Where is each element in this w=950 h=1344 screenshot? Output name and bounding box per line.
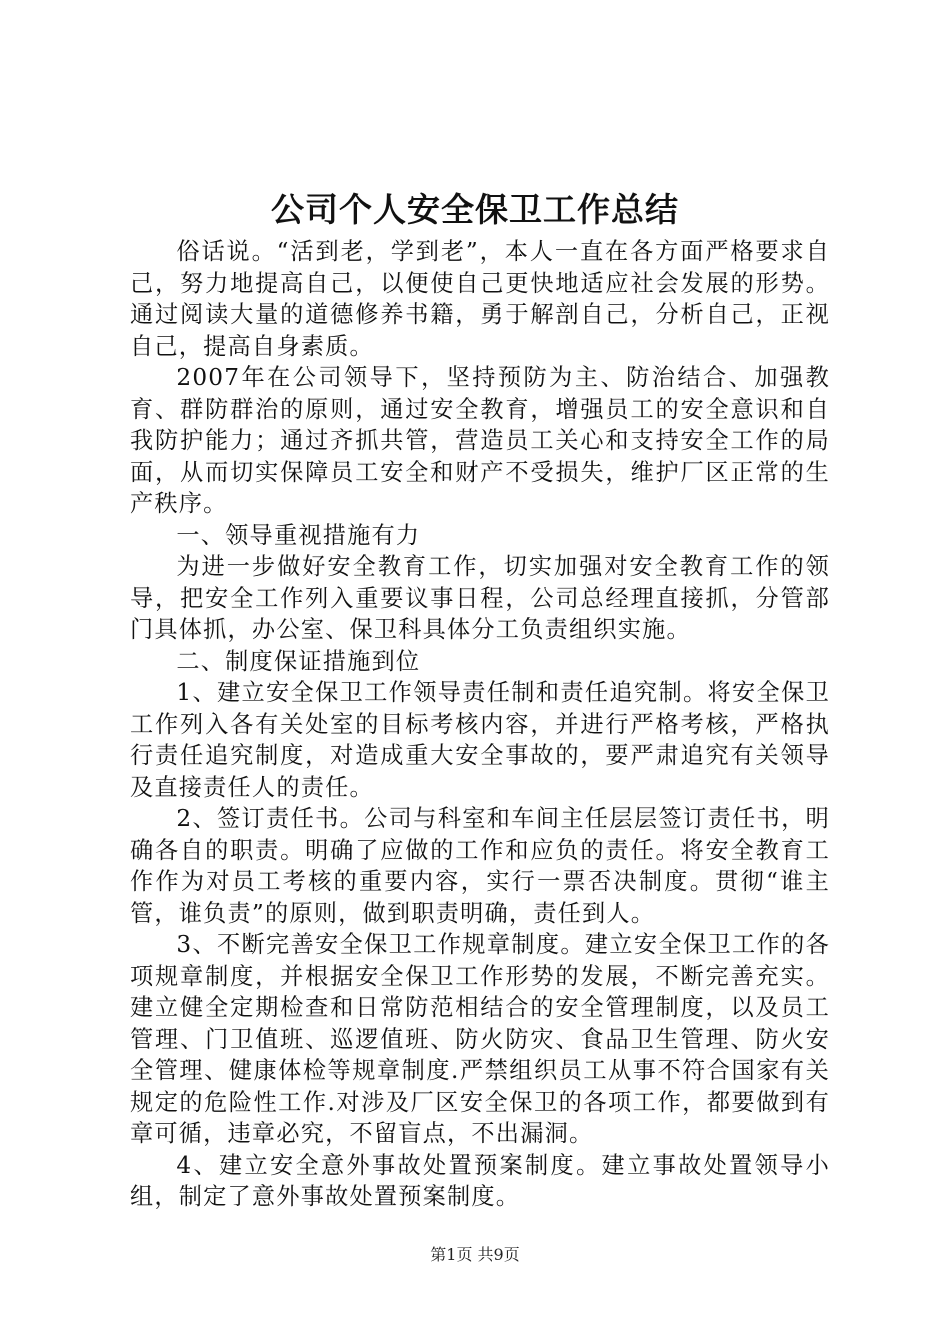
paragraph-item-4: 4、建立安全意外事故处置预案制度。建立事故处置领导小组，制定了意外事故处置预案制度。	[130, 1151, 830, 1210]
document-body	[130, 236, 830, 1213]
paragraph-leadership: 为进一步做好安全教育工作，切实加强对安全教育工作的领导，把安全工作列入重要议事日程，公司总经理直接抓，分管部门具体抓，办公室、保卫科具体分工负责组织实施。	[130, 553, 830, 643]
paragraph-item-1: 1、建立安全保卫工作领导责任制和责任追究制。将安全保卫工作列入各有关处室的目标考核内容，并进行严格考核，严格执行责任追究制度，对造成重大安全事故的，要严肃追究有关领导及直接责任人的责任。	[130, 679, 830, 801]
paragraph-item-3: 3、不断完善安全保卫工作规章制度。建立安全保卫工作的各项规章制度，并根据安全保卫工作形势的发展，不断完善充实。建立健全定期检查和日常防范相结合的安全管理制度，以及员工管理、门卫值班、巡逻值班、防火防灾、食品卫生管理、防火安全管理、健康体检等规章制度.严禁组织员工从事不符合国家有关规定的危险性工作.对涉及厂区安全保卫的各项工作，都要做到有章可循，违章必究，不留盲点，不出漏洞。	[130, 931, 830, 1147]
paragraph-intro: 俗话说。“活到老，学到老”，本人一直在各方面严格要求自己，努力地提高自己，以便使自己更快地适应社会发展的形势。通过阅读大量的道德修养书籍，勇于解剖自己，分析自己，正视自己，提高自身素质。	[130, 238, 830, 360]
paragraph-2007: 2007年在公司领导下，坚持预防为主、防治结合、加强教育、群防群治的原则，通过安全教育，增强员工的安全意识和自我防护能力；通过齐抓共管，营造员工关心和支持安全工作的局面，从而切实保障员工安全和财产不受损失，维护厂区正常的生产秩序。	[130, 364, 830, 517]
paragraph-item-2: 2、签订责任书。公司与科室和车间主任层层签订责任书，明确各自的职责。明确了应做的工作和应负的责任。将安全教育工作作为对员工考核的重要内容，实行一票否决制度。贯彻“谁主管，谁负责”的原则，做到职责明确，责任到人。	[130, 805, 830, 927]
document-title: 公司个人安全保卫工作总结	[271, 190, 679, 229]
section-heading-leadership: 一、领导重视措施有力	[176, 521, 421, 549]
section-heading-system: 二、制度保证措施到位	[176, 647, 421, 675]
page-number-footer: 第1页 共9页	[430, 1245, 520, 1264]
